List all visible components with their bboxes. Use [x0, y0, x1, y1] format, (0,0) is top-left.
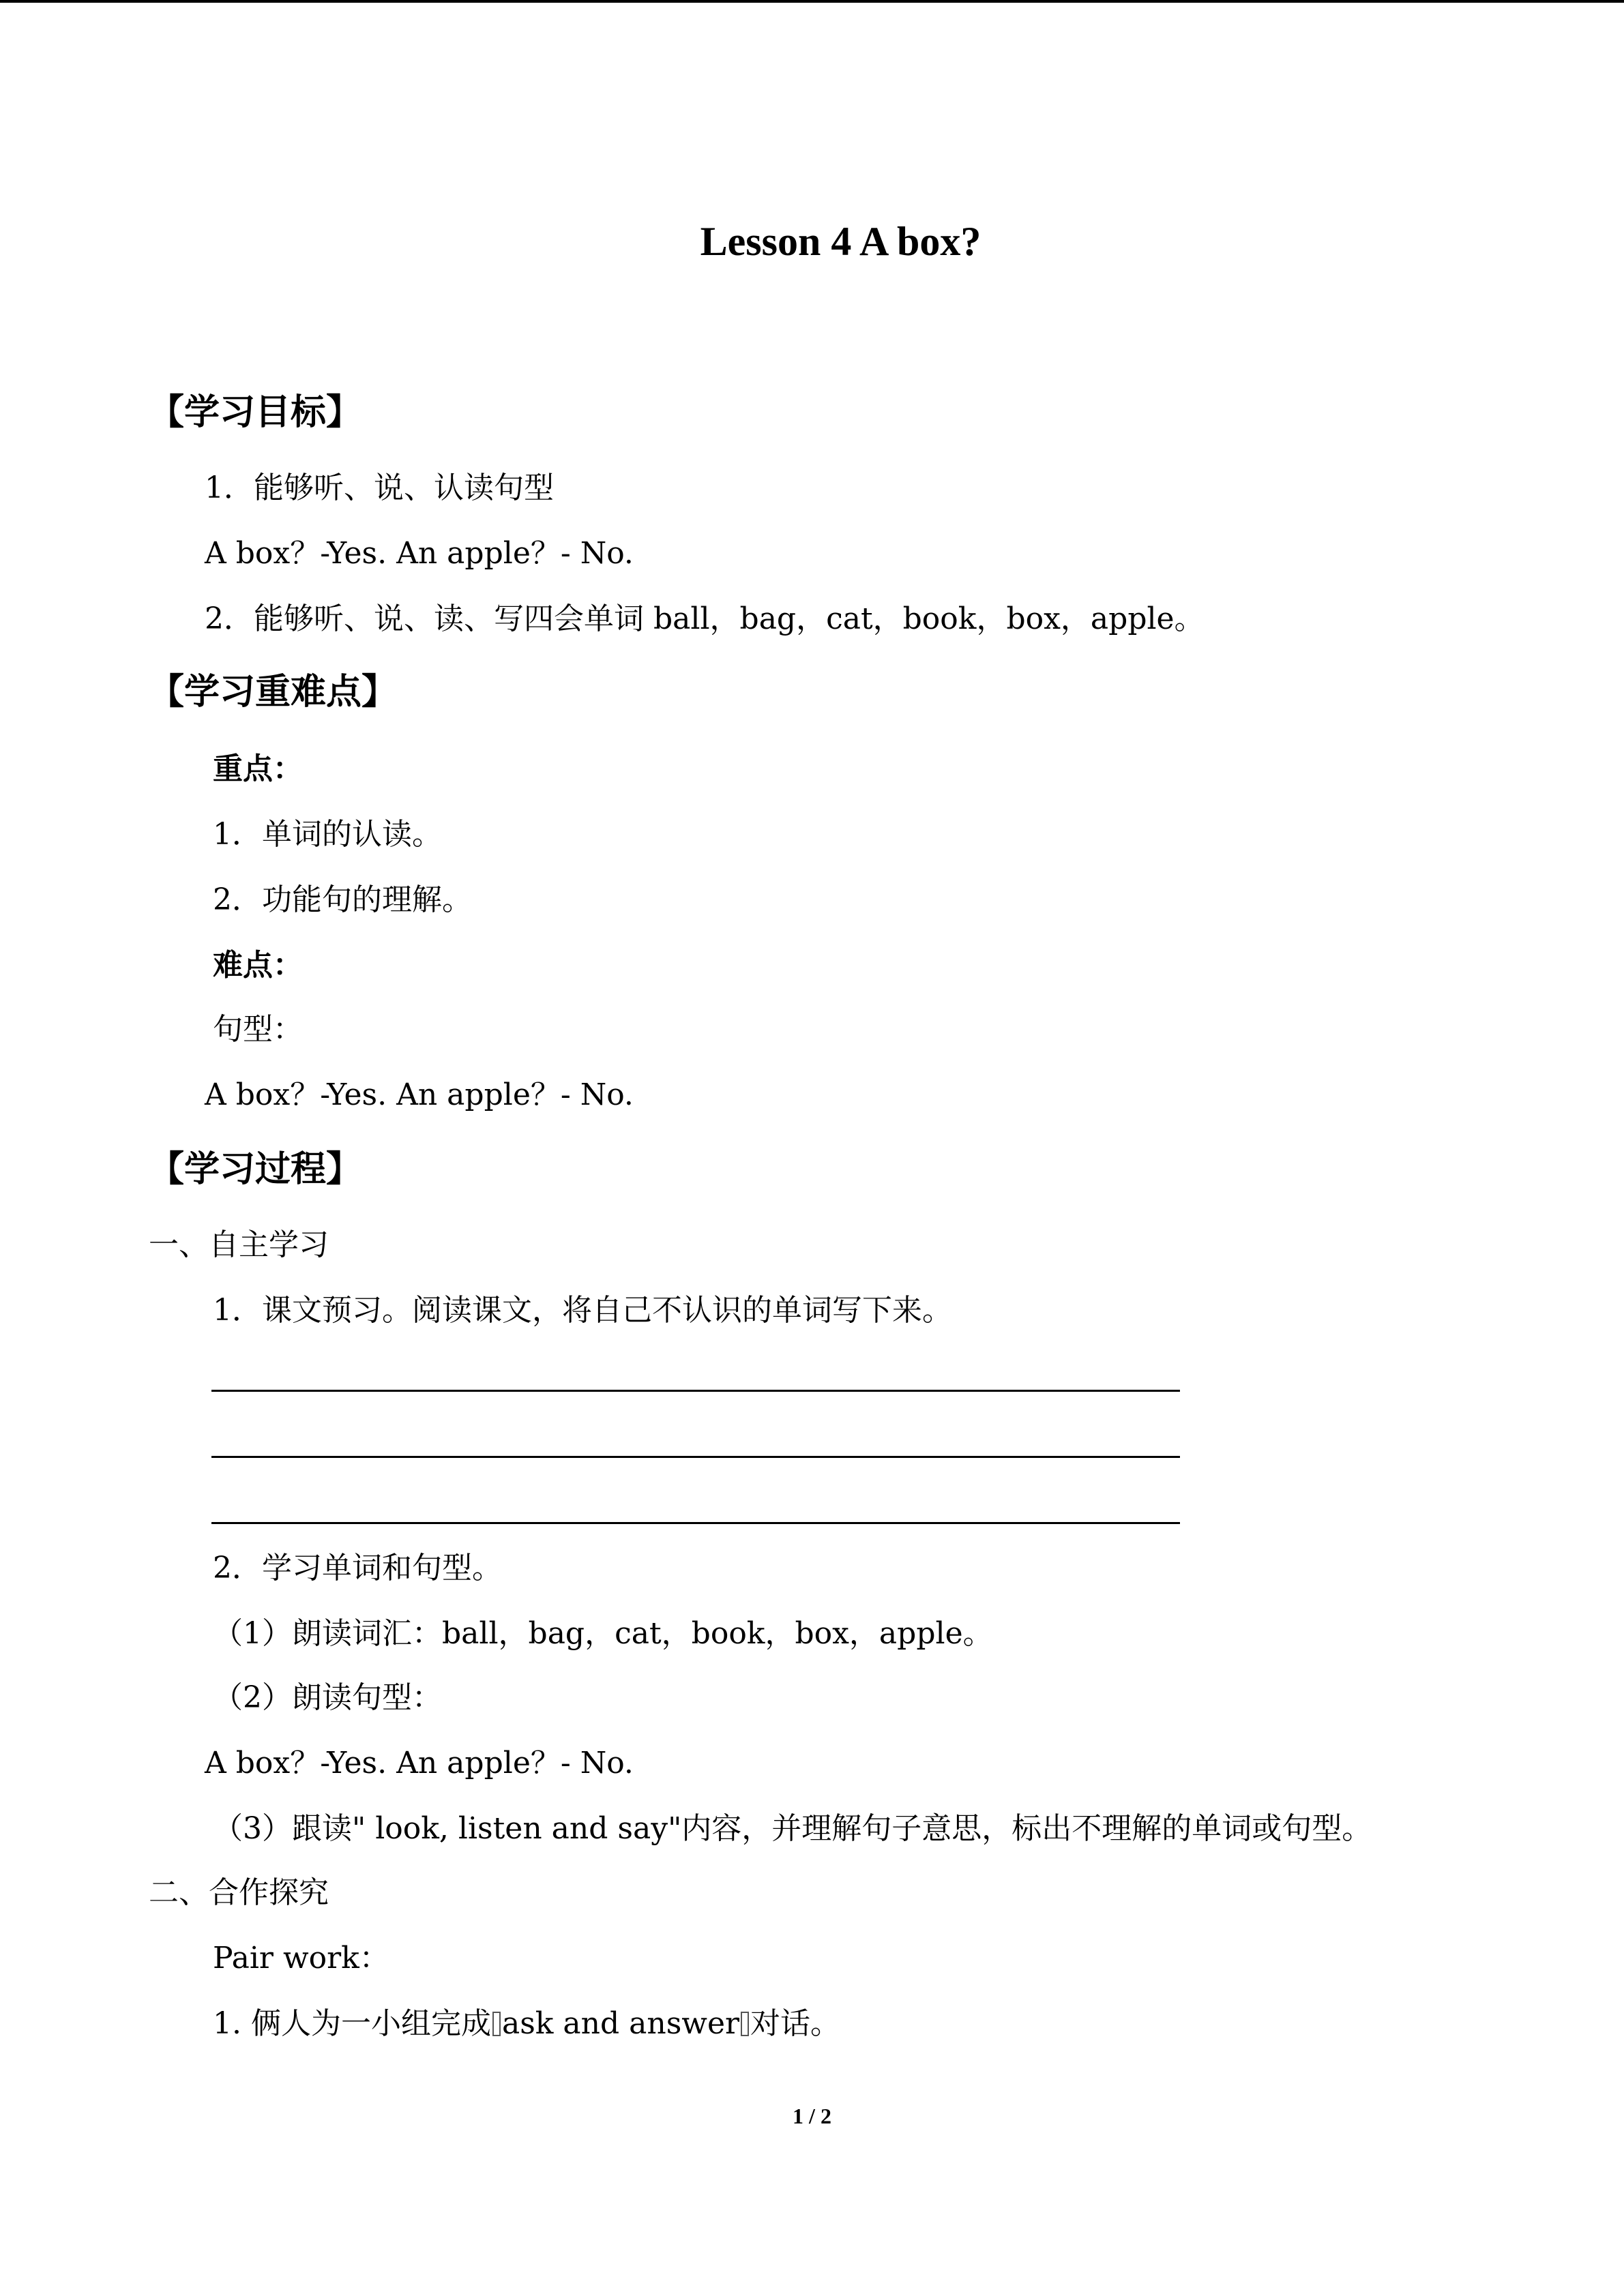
page-number: 1 / 2: [793, 2104, 831, 2128]
section1-step-2: 2．学习单词和句型。: [213, 1551, 502, 1585]
answer-blank-line[interactable]: [211, 1390, 1180, 1392]
section2-step-1: [213, 2003, 840, 2044]
section1-sub-1: （1）朗读词汇：ball，bag，cat，book，box，apple。: [213, 1616, 993, 1651]
section1-step-1: 1．课文预习。阅读课文，将自己不认识的单词写下来。: [213, 1293, 952, 1328]
missing-glyph-icon: [492, 2012, 501, 2036]
top-border-rule: [0, 0, 1624, 3]
section1-sub-2: （2）朗读句型：: [213, 1680, 442, 1715]
process-heading: 【学习过程】: [149, 1148, 362, 1190]
answer-blank-line[interactable]: [211, 1522, 1180, 1524]
key-points-heading: 【学习重难点】: [149, 671, 398, 713]
focus-item-1: 1．单词的认读。: [213, 817, 442, 852]
section2-title: 二、合作探究: [149, 1875, 329, 1910]
difficulty-sentence: A box？-Yes. An apple？- No.: [205, 1077, 634, 1112]
section1-sentence: A box？-Yes. An apple？- No.: [205, 1746, 634, 1780]
section2-step-1-part-c: 对话。: [750, 2006, 841, 2041]
section1-sub-3: （3）跟读" look, listen and say"内容，并理解句子意思，标出不理解的单词或句型。: [213, 1811, 1372, 1846]
pair-work-label: Pair work：: [213, 1941, 389, 1976]
section2-step-1-part-a: 1. 俩人为一小组完成: [213, 2006, 491, 2041]
difficulty-label: 难点：: [213, 948, 303, 983]
answer-blank-line[interactable]: [211, 1456, 1180, 1458]
goals-sentence: A box？-Yes. An apple？- No.: [205, 536, 634, 571]
missing-glyph-icon: [741, 2012, 749, 2036]
page-title: Lesson 4 A box?: [700, 219, 981, 264]
focus-label: 重点：: [213, 751, 303, 786]
goals-item-1: 1．能够听、说、认读句型: [205, 471, 554, 505]
pattern-label: 句型：: [213, 1012, 303, 1047]
focus-item-2: 2．功能句的理解。: [213, 882, 472, 917]
goals-heading: 【学习目标】: [149, 391, 362, 433]
goals-item-2: 2．能够听、说、读、写四会单词 ball，bag，cat，book，box，apple。: [205, 601, 1205, 636]
section1-title: 一、自主学习: [149, 1227, 329, 1262]
section2-step-1-part-b: ask and answer: [501, 2006, 740, 2041]
